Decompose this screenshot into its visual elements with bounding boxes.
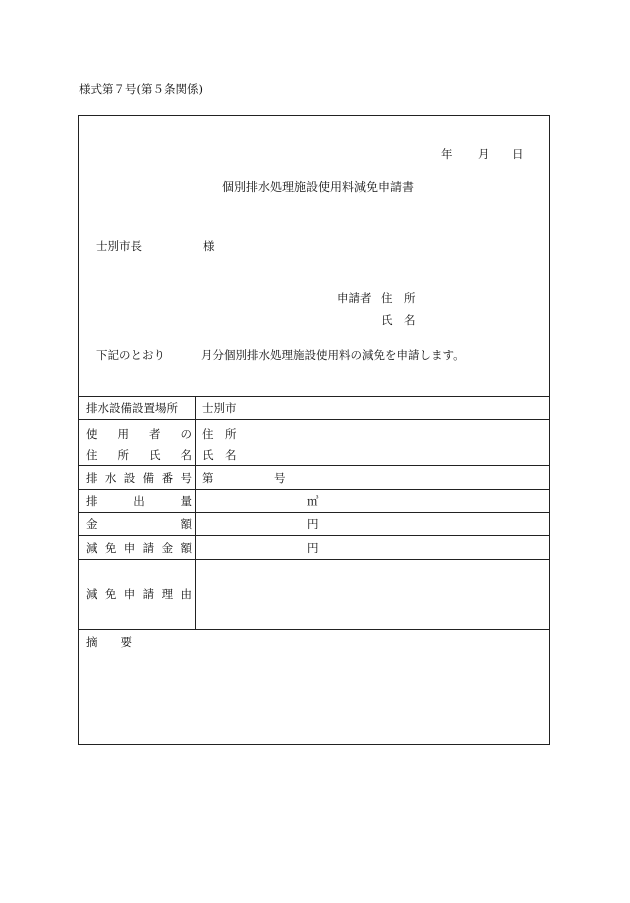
user-label-line1: 使 用 者 の: [86, 427, 192, 441]
row-divider: [79, 489, 549, 490]
date-year[interactable]: 年: [441, 147, 453, 161]
row-divider: [79, 419, 549, 420]
form-title: 個別排水処理施設使用料減免申請書: [222, 180, 415, 194]
equipment-number-label: 排 水 設 備 番 号: [86, 471, 192, 485]
application-form: [78, 115, 550, 745]
row-divider: [79, 512, 549, 513]
reduction-reason-label: 減 免 申 請 理 由: [86, 587, 192, 601]
equipment-number-suffix: 号: [274, 471, 286, 485]
form-number: 様式第７号(第５条関係): [79, 82, 203, 96]
date-month[interactable]: 月: [478, 147, 490, 161]
user-label-line2: 住 所 氏 名: [86, 448, 192, 462]
equipment-number-prefix: 第: [202, 471, 214, 485]
table-top-border: [79, 396, 549, 397]
applicant-name[interactable]: 氏 名: [381, 313, 416, 327]
addressee-honorific: 様: [203, 239, 215, 253]
location-value[interactable]: 士別市: [202, 401, 237, 415]
user-address-field[interactable]: 住 所: [202, 427, 237, 441]
addressee-name: 士別市長: [96, 239, 142, 253]
row-divider: [79, 465, 549, 466]
discharge-label: 排 出 量: [86, 494, 192, 508]
row-divider: [79, 559, 549, 560]
date-day[interactable]: 日: [512, 147, 524, 161]
applicant-label: 申請者: [337, 291, 372, 305]
request-text: 月分個別排水処理施設使用料の減免を申請します。: [201, 348, 465, 362]
discharge-unit: ㎥: [307, 494, 319, 508]
row-divider: [79, 629, 549, 630]
column-divider: [195, 396, 196, 629]
row-divider: [79, 535, 549, 536]
applicant-address[interactable]: 住 所: [381, 291, 416, 305]
summary-label: 摘 要: [86, 635, 132, 649]
reduction-amount-unit: 円: [307, 541, 319, 555]
amount-unit: 円: [307, 517, 319, 531]
reduction-amount-label: 減 免 申 請 金 額: [86, 541, 192, 555]
user-name-field[interactable]: 氏 名: [202, 448, 237, 462]
location-label: 排水設備設置場所: [86, 401, 178, 415]
amount-label: 金 額: [86, 517, 192, 531]
request-lead: 下記のとおり: [96, 348, 165, 362]
